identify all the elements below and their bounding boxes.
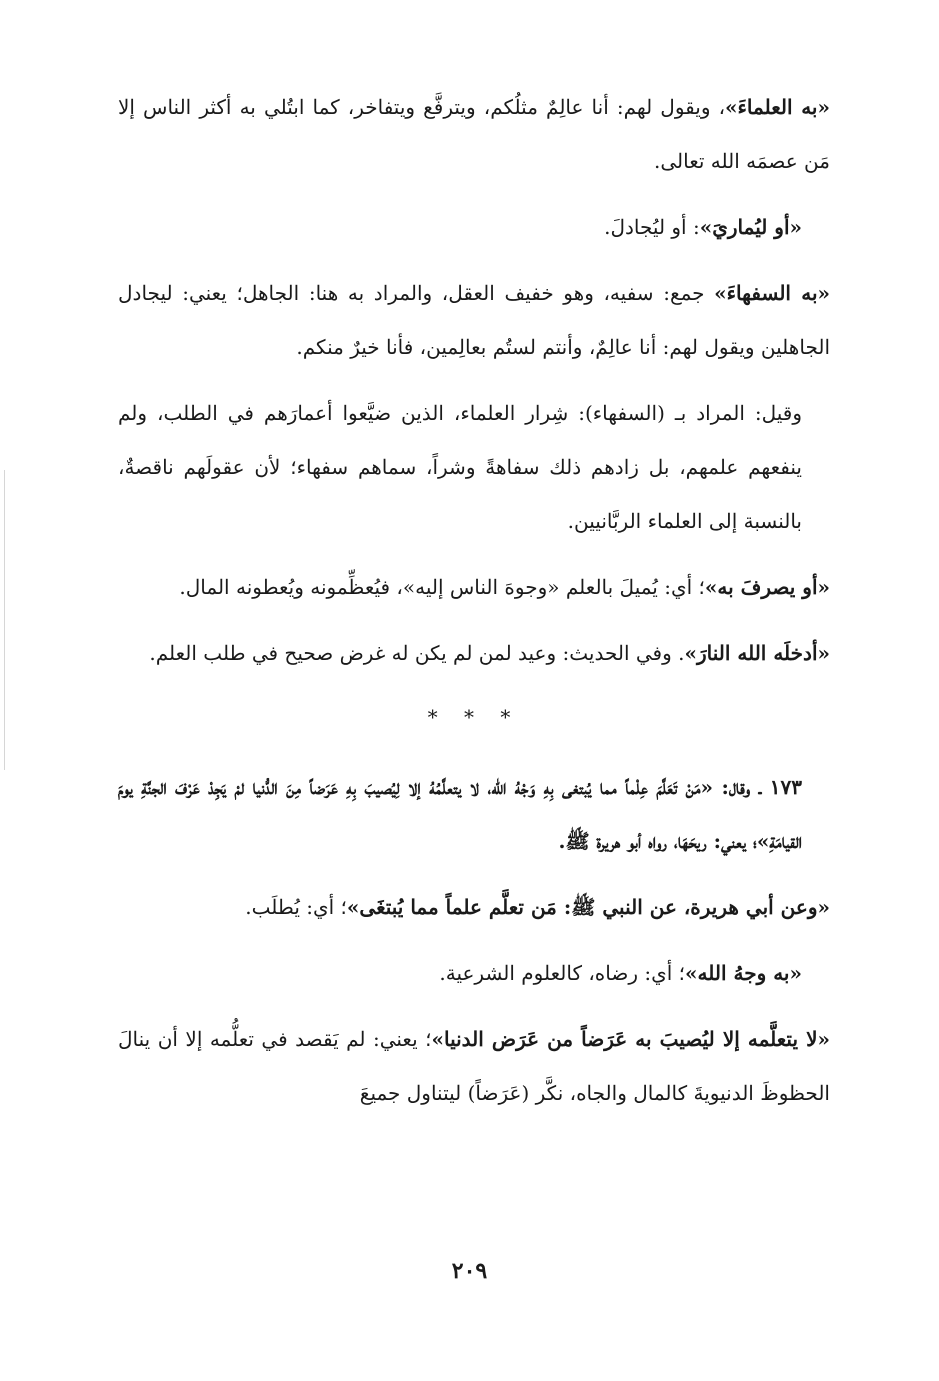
paragraph-yasrifa [118, 560, 830, 614]
paragraph-text: وقيل: المراد بـ (السفهاء): شِرار العلماء، الذين ضيَّعوا أعمارَهم في الطلب، ولم ينفعهم علمهم، بل زادهم ذلك سفاهةً وشراً، سماهم سفهاء؛ لأن عقولَهم ناقصةٌ، بالنسبة إلى العلماء الربَّانيين. [118, 401, 802, 533]
page-number: ٢٠٩ [451, 1258, 488, 1284]
commentary-text: ؛ أي: يُطلَب. [245, 895, 347, 919]
paragraph-qila [118, 386, 830, 548]
paragraph-yumari [118, 200, 830, 254]
paragraph-lead: «به العلماءَ» [725, 95, 830, 119]
paragraph-text: . وفي الحديث: وعيد لمن لم يكن له غرض صحيح في طلب العلم. [149, 641, 685, 665]
paragraph-text: ، ويقول لهم: أنا عالِمٌ مثلُكم، ويترفَّع ويتفاخر، كما ابتُلي به أكثر الناس إلا مَن عصمَه الله تعالى. [118, 95, 830, 173]
commentary-lead: «لا يتعلَّمه إلا ليُصيبَ به عَرَضاً من عَرَض الدنيا» [431, 1027, 831, 1051]
paragraph-adkhalahu [118, 626, 830, 680]
paragraph-lead: «به السفهاءَ» [714, 281, 831, 305]
paragraph-lead: «أو ليُماريَ» [699, 215, 802, 239]
commentary-lead: «به وجهُ الله» [685, 961, 802, 985]
page-body [118, 80, 830, 1132]
paragraph-sufaha [118, 266, 830, 374]
paragraph-text: ؛ أي: يُميلَ بالعلم «وجوهَ الناس إليه»، فيُعظِّمونه ويُعطونه المال. [179, 575, 705, 599]
commentary-lead: «وعن أبي هريرة، عن النبي ﷺ: مَن تعلَّم علماً مما يُبتغَى» [346, 895, 830, 919]
paragraph-lead: «أو يصرفَ به» [704, 575, 830, 599]
commentary-abu-hurayra [118, 880, 830, 934]
hadith-text: ١٧٣ ـ وقال: «مَنْ تَعَلَّمَ عِلْماً مما يُبتغى بِهِ وَجْهُ الله، لا يتعلَّمُهُ إلا لِيُصيبَ بِهِ عَرَضاً مِنَ الدُّنيا لمْ يَجِدْ عَرْفَ الجنَّةِ يومَ القيامَةِ»؛ يعني: ريحَهَا، رواه أبو هريرة ﷺ. [118, 775, 802, 853]
hadith-173 [118, 760, 830, 868]
paragraph-ulama [118, 80, 830, 188]
paragraph-text: : أو ليُجادلَ. [604, 215, 700, 239]
commentary-text: ؛ أي: رضاه، كالعلوم الشرعية. [439, 961, 686, 985]
commentary-wajh [118, 946, 830, 1000]
paragraph-text: جمع: سفيه، وهو خفيف العقل، والمراد به هنا: الجاهل؛ يعني: ليجادل الجاهلين ويقول لهم: أنا عالِمٌ، وأنتم لستُم بعالِمين، فأنا خيرٌ منكم. [118, 281, 830, 359]
commentary-aradan [118, 1012, 830, 1120]
paragraph-lead: «أدخلَه الله النارَ» [684, 641, 830, 665]
section-separator: * * * [427, 705, 521, 729]
commentary-text: ؛ يعني: لم يَقصد في تعلُّمه إلا أن ينالَ الحظوظَ الدنيويةَ كالمال والجاه، نكَّر (عَرَضاً) ليتناول جميعَ [118, 1027, 830, 1105]
page-edge-shadow [4, 470, 5, 770]
